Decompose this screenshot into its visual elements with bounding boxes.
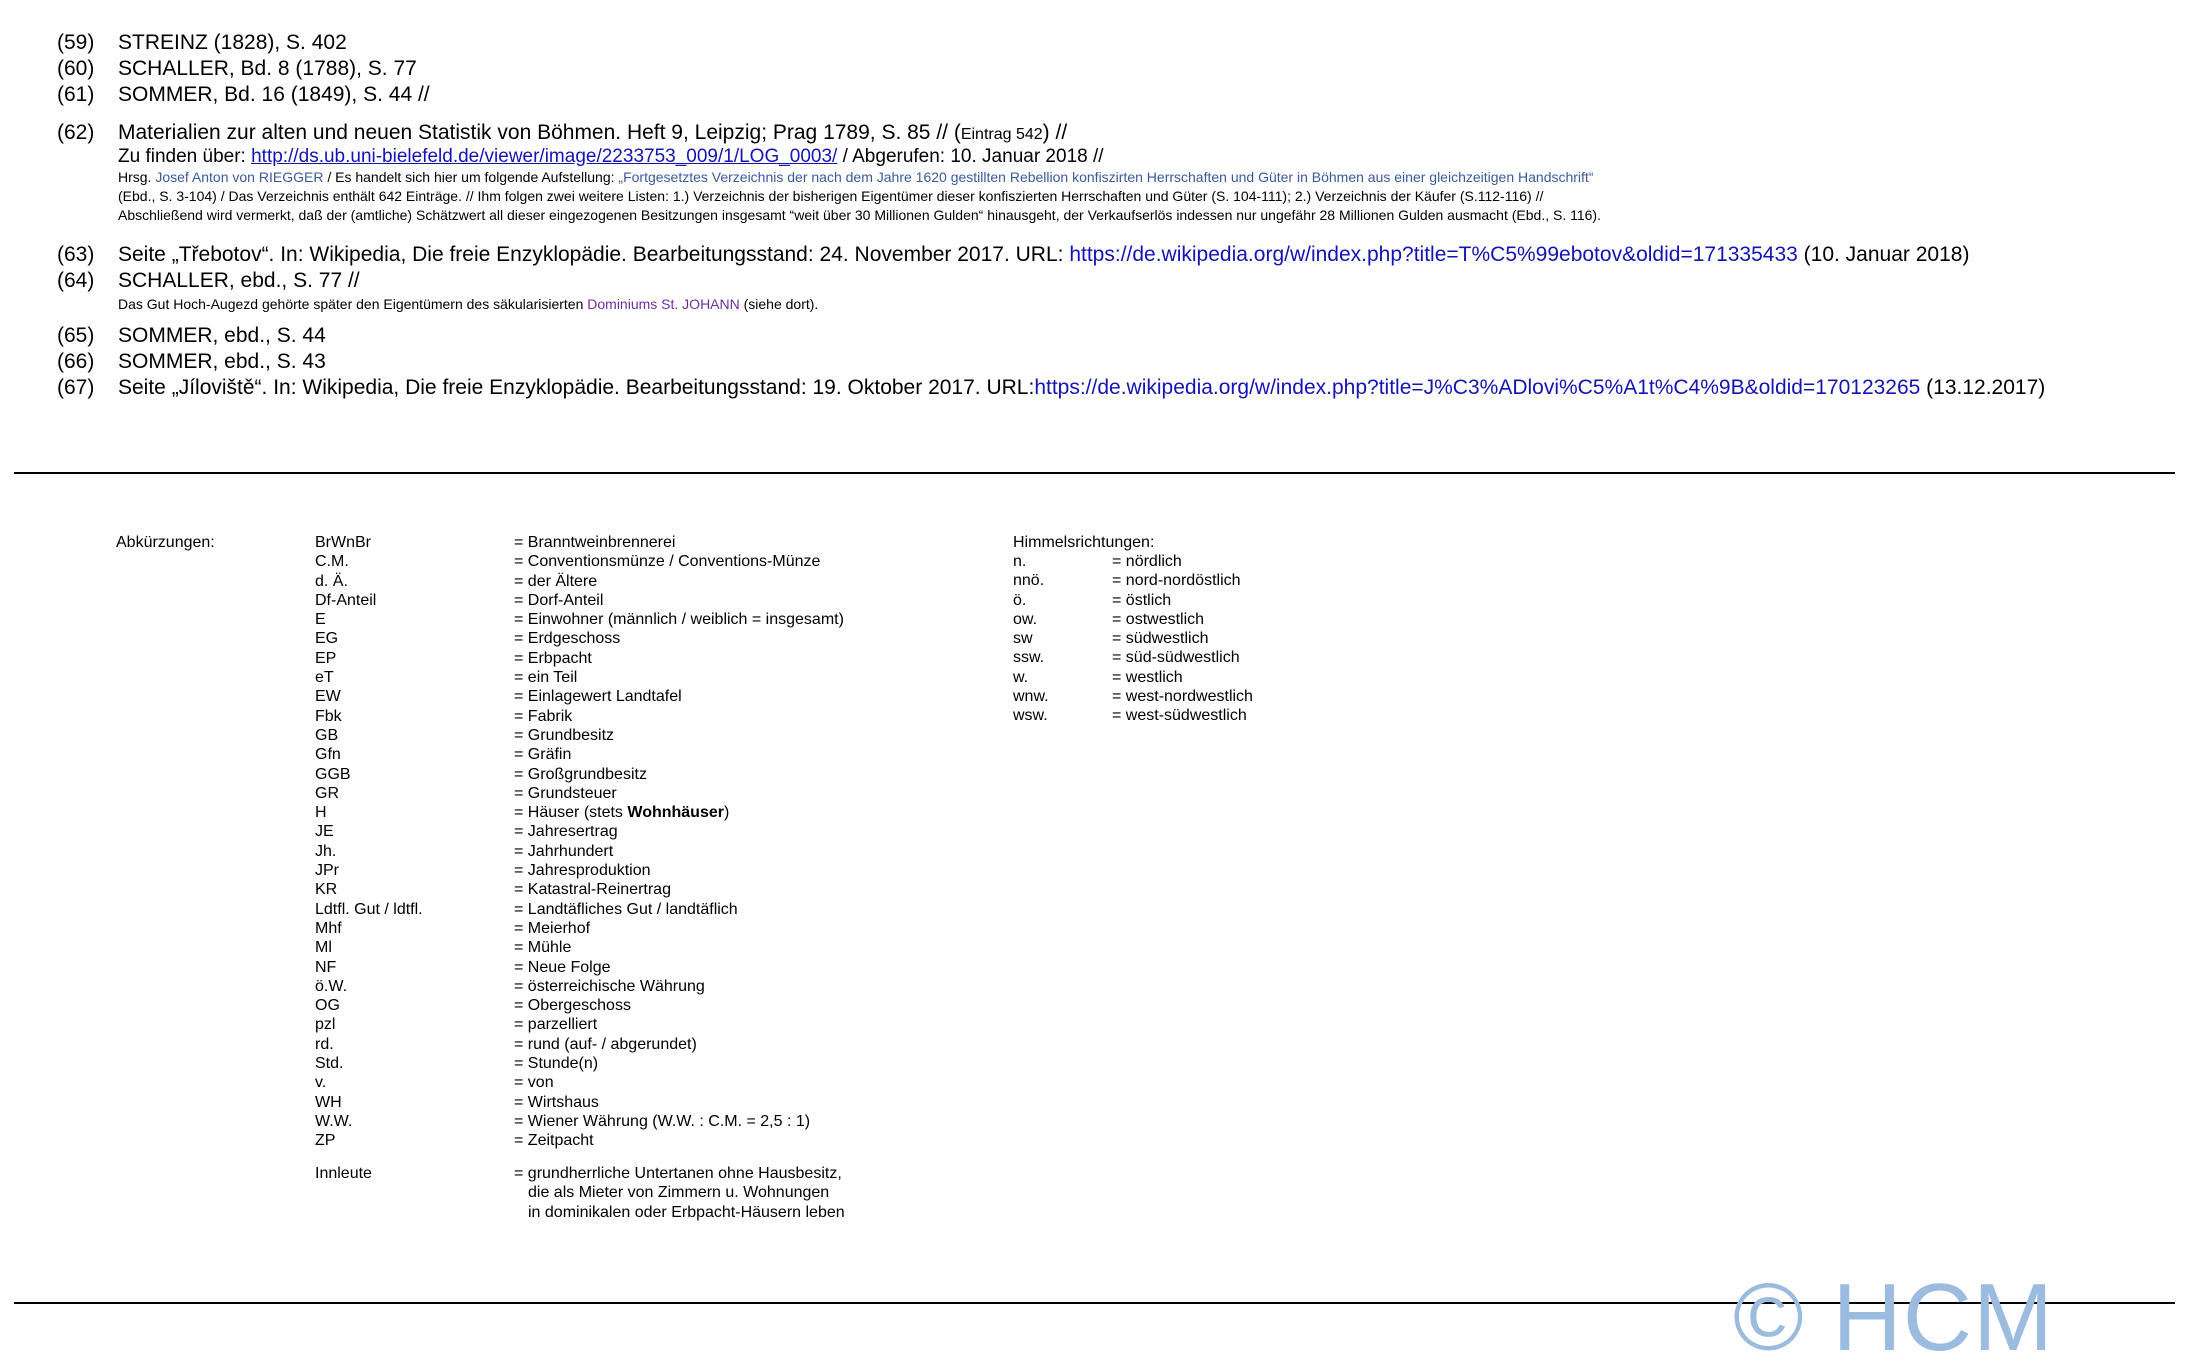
abbreviation-code: Gfn bbox=[315, 746, 341, 764]
abbreviation-meaning: = von bbox=[514, 1074, 554, 1092]
footnote-text bbox=[118, 375, 2045, 401]
innleute-line: = grundherrliche Untertanen ohne Hausbesitz, bbox=[514, 1165, 842, 1182]
abbreviation-meaning: = Zeitpacht bbox=[514, 1132, 594, 1150]
footnote-62-note-line1 bbox=[118, 168, 1593, 187]
footnote-number: (64) bbox=[57, 269, 95, 292]
wikipedia-link[interactable]: https://de.wikipedia.org/w/index.php?title=J%C3%ADlovi%C5%A1t%C4%9B&oldid=170123265 bbox=[1034, 376, 1921, 399]
wikipedia-link[interactable]: https://de.wikipedia.org/w/index.php?title=T%C5%99ebotov&oldid=171335433 bbox=[1069, 243, 1798, 266]
dominium-link[interactable]: Dominiums St. JOHANN bbox=[587, 296, 740, 312]
direction-meaning: = östlich bbox=[1112, 591, 1172, 609]
abbreviation-meaning: = parzelliert bbox=[514, 1016, 598, 1034]
abbreviation-meaning: = Erdgeschoss bbox=[514, 630, 621, 648]
direction-code: wsw. bbox=[1013, 707, 1048, 725]
abbreviation-meaning: = Erbpacht bbox=[514, 649, 592, 667]
abbreviation-meaning: = ein Teil bbox=[514, 669, 578, 687]
source-link[interactable]: http://ds.ub.uni-bielefeld.de/viewer/image/2233753_009/1/LOG_0003/ bbox=[251, 146, 838, 167]
note-prefix: Das Gut Hoch-Augezd gehörte später den Eigentümern des säkularisierten bbox=[118, 296, 588, 312]
abbreviation-meaning: = rund (auf- / abgerundet) bbox=[514, 1035, 697, 1053]
abbreviation-code: v. bbox=[315, 1074, 327, 1092]
footnote-number: (62) bbox=[57, 121, 95, 144]
footnote-number: (63) bbox=[57, 243, 95, 266]
abbreviation-meaning: = Grundbesitz bbox=[514, 726, 615, 744]
footnote-text bbox=[118, 120, 1067, 148]
note-suffix: (siehe dort). bbox=[739, 296, 819, 312]
directions-heading: Himmelsrichtungen: bbox=[1013, 534, 1155, 551]
footnote-text: STREINZ (1828), S. 402 bbox=[118, 31, 347, 54]
abbreviations-meanings bbox=[514, 533, 844, 1151]
abbreviation-code: EP bbox=[315, 649, 337, 667]
footnote-text bbox=[118, 242, 1969, 268]
abbreviation-code: WH bbox=[315, 1093, 342, 1111]
abbreviation-code: Ml bbox=[315, 939, 332, 957]
abbreviation-meaning: = Großgrundbesitz bbox=[514, 765, 647, 783]
meaning-bold: Wohnhäuser bbox=[627, 804, 724, 822]
footnote-number: (60) bbox=[57, 57, 95, 80]
direction-meaning: = westlich bbox=[1112, 668, 1183, 686]
abbreviation-code: NF bbox=[315, 958, 337, 976]
abbreviation-code: Df-Anteil bbox=[315, 591, 377, 609]
footnote-text-main: Materialien zur alten und neuen Statistik von Böhmen. Heft 9, Leipzig; Prag 1789, S. 85 // ( bbox=[118, 121, 961, 144]
list-title[interactable]: „Fortgesetztes Verzeichnis der nach dem Jahre 1620 gestillten Rebellion konfiszirten Herrschaften und Güter in Böhmen aus einer gleichzeitigen Handschrift“ bbox=[618, 169, 1594, 185]
abbreviations-list bbox=[315, 533, 423, 1151]
directions-meanings bbox=[1112, 552, 1253, 726]
abbreviation-meaning bbox=[514, 803, 844, 822]
footnote-text: SOMMER, ebd., S. 43 bbox=[118, 350, 326, 373]
abbreviation-code: rd. bbox=[315, 1035, 334, 1053]
entry-number: Eintrag 542 bbox=[960, 126, 1043, 143]
abbreviation-meaning: = Katastral-Reinertrag bbox=[514, 881, 671, 899]
abbreviation-code: Fbk bbox=[315, 707, 342, 725]
abbreviation-meaning: = Obergeschoss bbox=[514, 997, 631, 1015]
abbreviation-meaning: = Landtäfliches Gut / landtäflich bbox=[514, 900, 738, 918]
abbreviation-code: Ldtfl. Gut / ldtfl. bbox=[315, 900, 423, 918]
abbreviation-code: C.M. bbox=[315, 553, 349, 571]
meaning-text: = Häuser (stets bbox=[514, 804, 628, 822]
innleute-definition bbox=[514, 1164, 845, 1222]
innleute-abbr: Innleute bbox=[315, 1165, 372, 1182]
innleute-line: in dominikalen oder Erbpacht-Häusern leben bbox=[528, 1203, 845, 1221]
abbreviation-meaning: = Neue Folge bbox=[514, 958, 611, 976]
abbreviation-meaning: = Dorf-Anteil bbox=[514, 591, 604, 609]
direction-code: ow. bbox=[1013, 610, 1038, 628]
note-prefix: Hrsg. bbox=[118, 169, 156, 185]
direction-meaning: = ostwestlich bbox=[1112, 610, 1205, 628]
footnote-number: (66) bbox=[57, 350, 95, 373]
abbreviation-meaning: = österreichische Währung bbox=[514, 977, 705, 995]
direction-code: sw bbox=[1013, 630, 1033, 648]
abbreviation-code: d. Ä. bbox=[315, 572, 348, 590]
direction-meaning: = nördlich bbox=[1112, 553, 1182, 570]
abbreviation-code: KR bbox=[315, 881, 338, 899]
abbreviation-code: W.W. bbox=[315, 1112, 353, 1130]
direction-meaning: = südwestlich bbox=[1112, 630, 1209, 648]
abbreviation-meaning: = Mühle bbox=[514, 939, 572, 957]
note-mid: / Es handelt sich hier um folgende Aufstellung: bbox=[323, 169, 619, 185]
abbreviation-code: Std. bbox=[315, 1055, 344, 1073]
abbreviation-meaning: = Meierhof bbox=[514, 919, 591, 937]
abbreviation-meaning: = Branntweinbrennerei bbox=[514, 534, 676, 551]
abbreviation-meaning: = Jahrhundert bbox=[514, 842, 614, 860]
footnote-64-note bbox=[118, 295, 818, 314]
footnote-text: SCHALLER, Bd. 8 (1788), S. 77 bbox=[118, 57, 417, 80]
abbreviation-meaning: = Grundsteuer bbox=[514, 784, 617, 802]
directions-list bbox=[1013, 552, 1049, 726]
abbreviation-code: BrWnBr bbox=[315, 534, 371, 551]
abbreviation-meaning: = Einlagewert Landtafel bbox=[514, 688, 682, 706]
abbreviation-meaning: = Gräfin bbox=[514, 746, 572, 764]
divider-top bbox=[14, 472, 2175, 474]
abbreviation-meaning: = Einwohner (männlich / weiblich = insgesamt) bbox=[514, 611, 844, 629]
direction-code: ssw. bbox=[1013, 649, 1045, 667]
abbreviations-heading: Abkürzungen: bbox=[116, 534, 215, 551]
abbreviation-code: eT bbox=[315, 669, 334, 687]
abbreviation-code: JE bbox=[315, 823, 334, 841]
abbreviation-meaning: = Conventionsmünze / Conventions-Münze bbox=[514, 553, 821, 571]
abbreviation-meaning: = der Ältere bbox=[514, 572, 598, 590]
direction-code: nnö. bbox=[1013, 572, 1045, 590]
abbreviation-code: GB bbox=[315, 726, 339, 744]
innleute-line: die als Mieter von Zimmern u. Wohnungen bbox=[528, 1184, 830, 1202]
direction-meaning: = süd-südwestlich bbox=[1112, 649, 1240, 667]
footnote-62-note-line3: Abschließend wird vermerkt, daß der (amtliche) Schätzwert all dieser eingezogenen Besitzungen insgesamt “weit über 30 Millionen Gulden“ hinausgeht, der Verkaufserlös indessen nur ungefähr 28 Millionen Gulden ausmacht (Ebd., S. 116). bbox=[118, 207, 1601, 223]
abbreviation-code: E bbox=[315, 611, 326, 629]
abbreviation-code: Mhf bbox=[315, 919, 342, 937]
footnote-text: SOMMER, Bd. 16 (1849), S. 44 // bbox=[118, 83, 430, 106]
abbreviation-code: H bbox=[315, 804, 327, 822]
direction-meaning: = west-südwestlich bbox=[1112, 707, 1247, 725]
abbreviation-code: Jh. bbox=[315, 842, 337, 860]
abbreviation-code: ZP bbox=[315, 1132, 336, 1150]
source-prefix: Zu finden über: bbox=[118, 146, 252, 167]
direction-code: n. bbox=[1013, 553, 1027, 570]
abbreviation-code: GR bbox=[315, 784, 339, 802]
footnote-62-note-line2: (Ebd., S. 3-104) / Das Verzeichnis enthält 642 Einträge. // Ihm folgen zwei weitere Listen: 1.) Verzeichnis der bisherigen Eigentümer dieser konfiszierten Herrschaften und Güter (S. 104-111); 2.) Verzeichnis der Käufer (S.112-116) // bbox=[118, 188, 1544, 204]
direction-code: wnw. bbox=[1013, 688, 1049, 706]
footnote-text: SCHALLER, ebd., S. 77 // bbox=[118, 269, 360, 292]
footnote-text-tail: (13.12.2017) bbox=[1920, 376, 2046, 399]
abbreviation-meaning: = Fabrik bbox=[514, 707, 573, 725]
footnote-number: (61) bbox=[57, 83, 95, 106]
footnote-text: SOMMER, ebd., S. 44 bbox=[118, 324, 326, 347]
copyright-watermark: © HCM bbox=[1732, 1264, 2054, 1371]
footnote-number: (65) bbox=[57, 324, 95, 347]
abbreviation-meaning: = Jahresproduktion bbox=[514, 862, 651, 880]
editor-link[interactable]: Josef Anton von RIEGGER bbox=[155, 169, 324, 185]
abbreviation-meaning: = Wiener Währung (W.W. : C.M. = 2,5 : 1) bbox=[514, 1112, 811, 1130]
direction-code: ö. bbox=[1013, 591, 1027, 609]
footnote-text-main: Seite „Jíloviště“. In: Wikipedia, Die freie Enzyklopädie. Bearbeitungsstand: 19. Oktober 2017. URL: bbox=[118, 376, 1035, 399]
footnote-text-tail: ) // bbox=[1042, 121, 1068, 144]
direction-code: w. bbox=[1013, 668, 1029, 686]
abbreviation-meaning: = Jahresertrag bbox=[514, 823, 618, 841]
abbreviation-code: EW bbox=[315, 688, 341, 706]
source-suffix: / Abgerufen: 10. Januar 2018 // bbox=[837, 146, 1104, 167]
abbreviation-code: EG bbox=[315, 630, 339, 648]
footnote-number: (59) bbox=[57, 31, 95, 54]
direction-meaning: = nord-nordöstlich bbox=[1112, 572, 1241, 590]
abbreviation-code: ö.W. bbox=[315, 977, 348, 995]
footnote-text-main: Seite „Třebotov“. In: Wikipedia, Die freie Enzyklopädie. Bearbeitungsstand: 24. November 2017. URL: bbox=[118, 243, 1070, 266]
abbreviation-code: OG bbox=[315, 997, 340, 1015]
abbreviation-code: GGB bbox=[315, 765, 351, 783]
footnote-text-tail: (10. Januar 2018) bbox=[1797, 243, 1970, 266]
abbreviation-meaning: = Wirtshaus bbox=[514, 1093, 599, 1111]
abbreviation-code: JPr bbox=[315, 862, 339, 880]
abbreviation-meaning: = Stunde(n) bbox=[514, 1055, 599, 1073]
abbreviation-code: pzl bbox=[315, 1016, 336, 1034]
direction-meaning: = west-nordwestlich bbox=[1112, 688, 1253, 706]
footnote-62-source bbox=[118, 146, 1104, 168]
footnote-number: (67) bbox=[57, 376, 95, 399]
meaning-after: ) bbox=[723, 804, 730, 822]
